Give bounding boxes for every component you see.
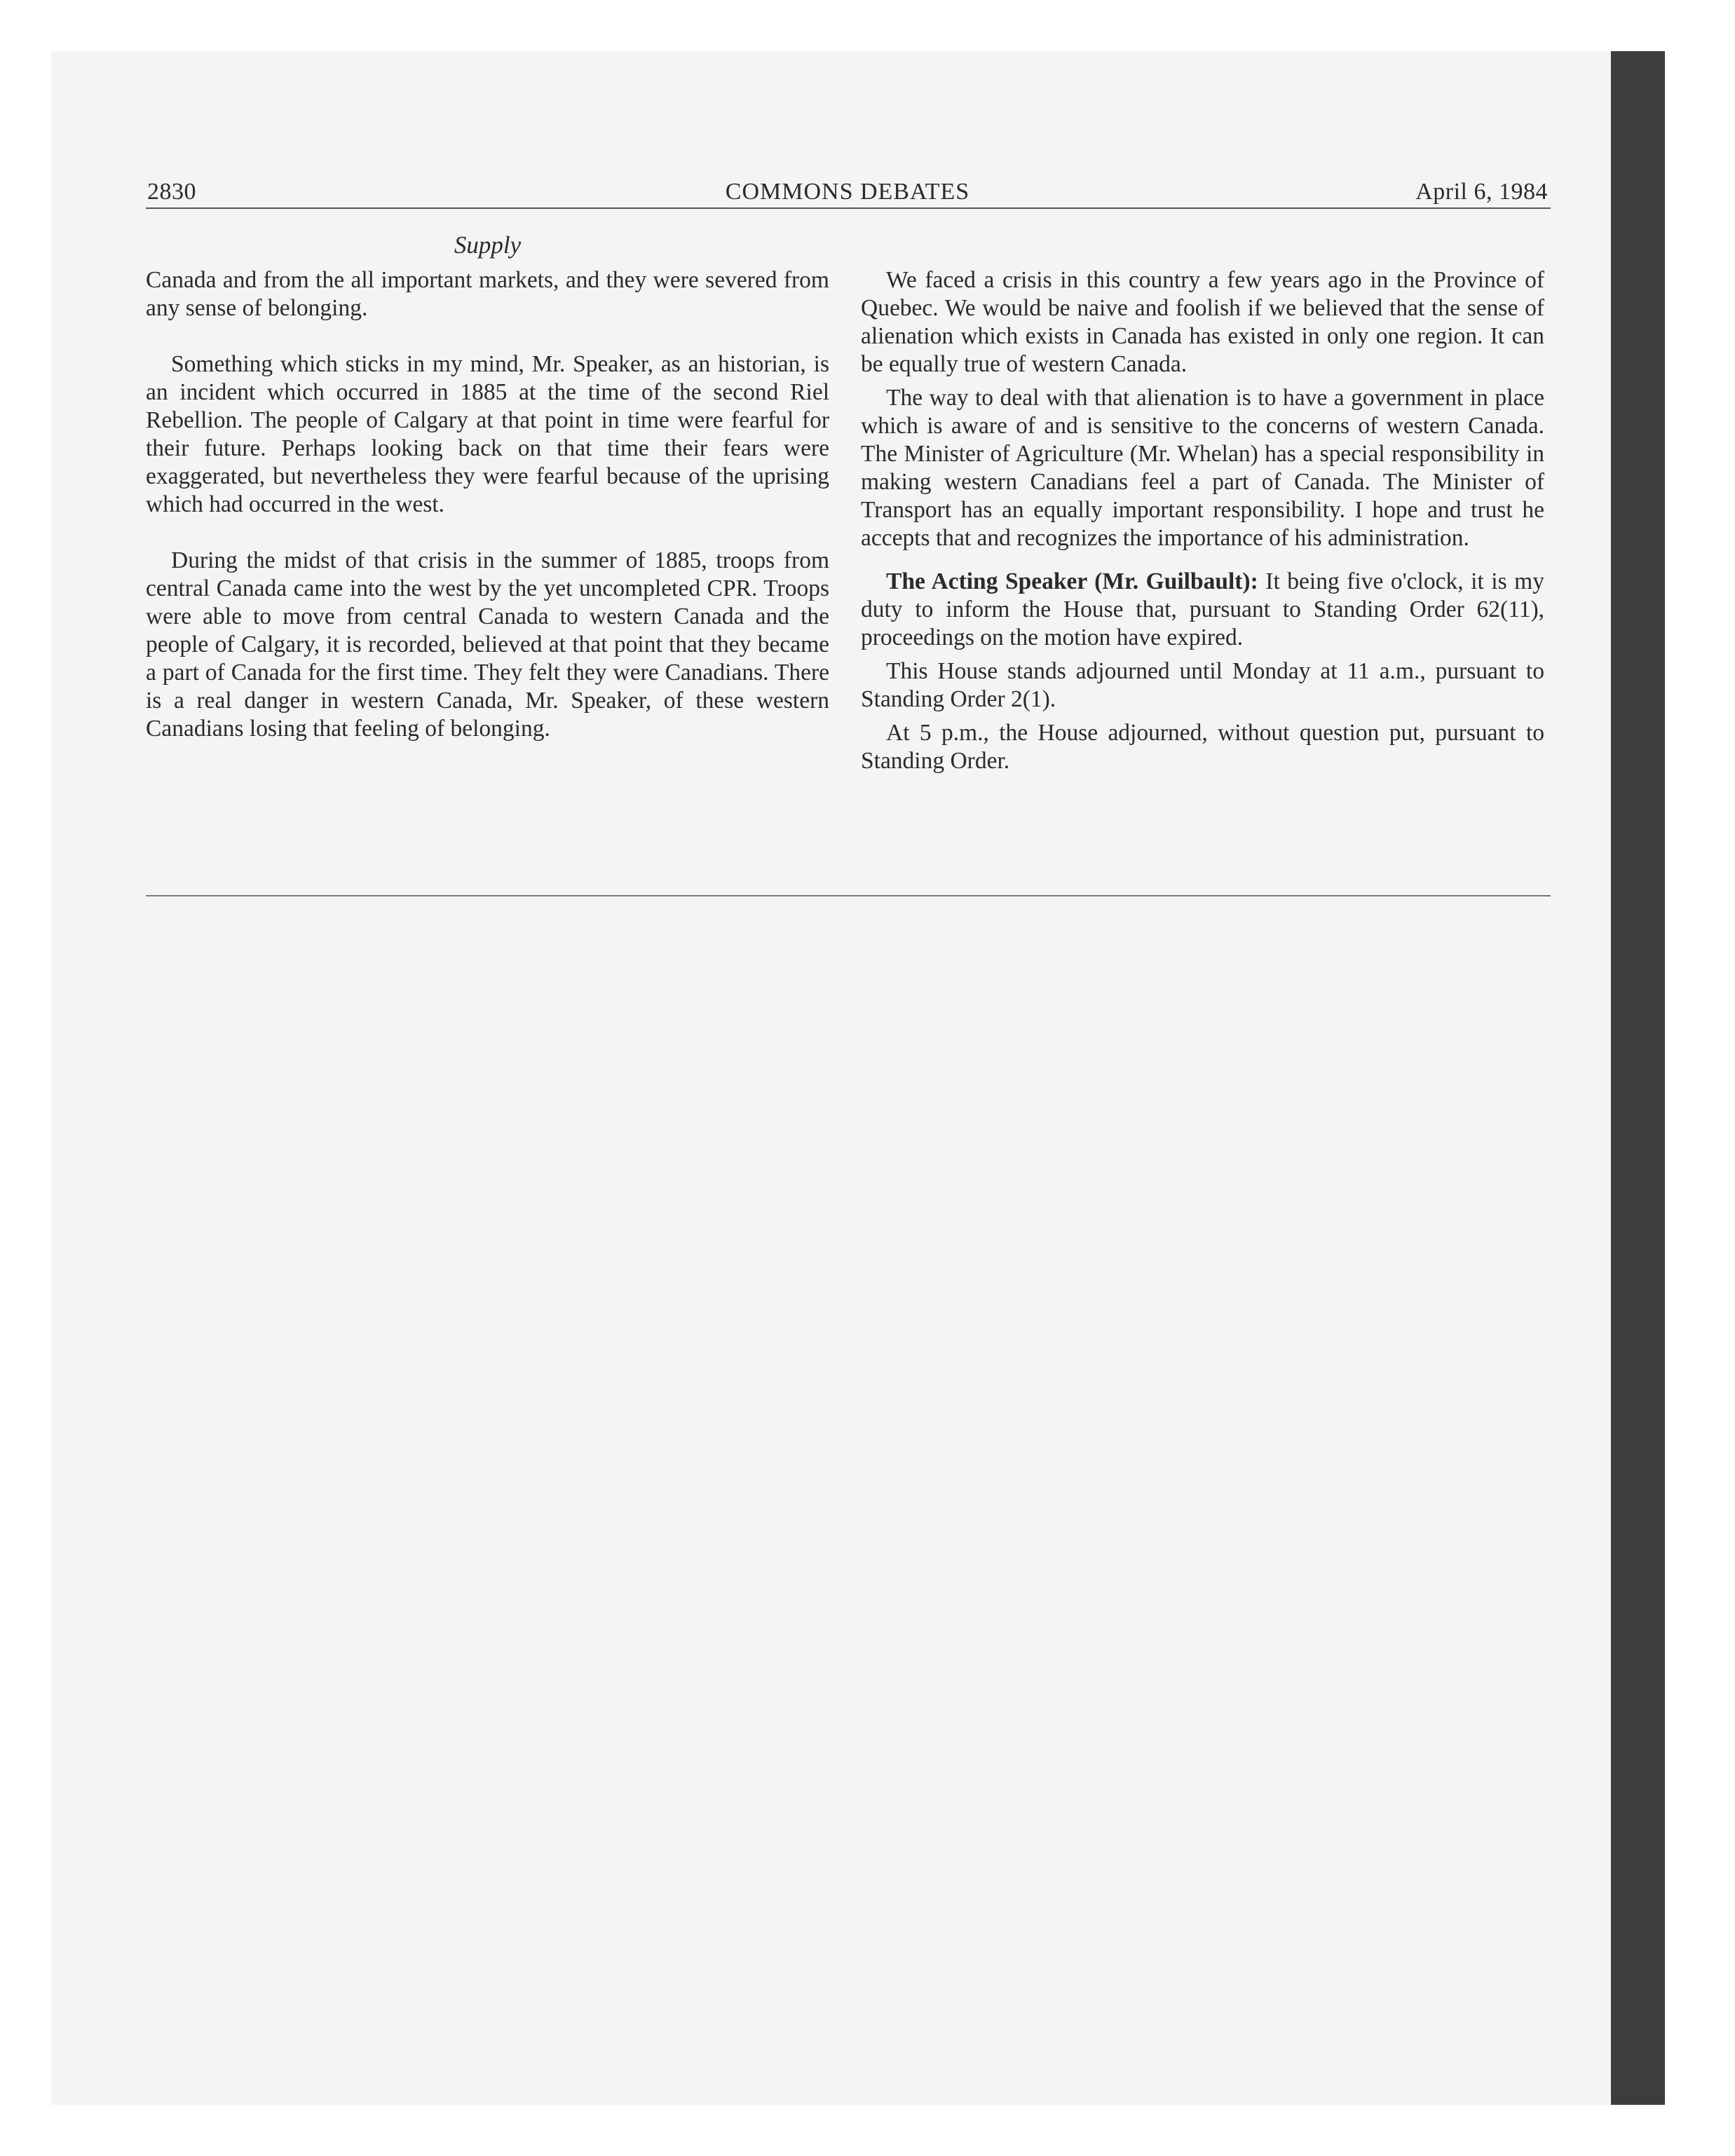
- paragraph: We faced a crisis in this country a few years ago in the Province of Quebec. We would be naive and foolish if we believed that the sense of alienation which exists in Canada has existed in only one region. It can be equally true of western Canada.: [861, 267, 1544, 377]
- publication-title: COMMONS DEBATES: [725, 179, 970, 205]
- publication-date: April 6, 1984: [1415, 179, 1548, 205]
- paragraph: This House stands adjourned until Monday at 11 a.m., pursuant to Standing Order 2(1).: [861, 658, 1544, 712]
- page-header: [147, 177, 1548, 207]
- scan-edge-shadow: [1611, 51, 1665, 2105]
- speaker-paragraph: [861, 568, 1544, 652]
- left-column: [146, 266, 829, 743]
- speaker-label: The Acting Speaker (Mr. Guilbault):: [886, 568, 1258, 594]
- footer-rule: [146, 895, 1551, 896]
- paragraph: Canada and from the all important markets, and they were severed from any sense of belonging.: [146, 267, 829, 321]
- section-title: Supply: [454, 231, 522, 259]
- speaker-text: It being five o'clock, it is my duty to inform the House that, pursuant to Standing Order 62(11), proceedings on the motion have expired.: [861, 568, 1544, 650]
- paragraph: During the midst of that crisis in the summer of 1885, troops from central Canada came into the west by the yet uncompleted CPR. Troops were able to move from central Canada to western Canada and the people of Calgary, it is recorded, believed at that point that they became a part of Canada for the first time. They felt they were Canadians. There is a real danger in western Canada, Mr. Speaker, of these western Canadians losing that feeling of belonging.: [146, 547, 829, 742]
- right-column: [861, 266, 1544, 775]
- paragraph: Something which sticks in my mind, Mr. Speaker, as an historian, is an incident which occurred in 1885 at the time of the second Riel Rebellion. The people of Calgary at that point in time were fearful for their future. Perhaps looking back on that time their fears were exaggerated, but nevertheless they were fearful because of the uprising which had occurred in the west.: [146, 351, 829, 517]
- paragraph: The way to deal with that alienation is to have a government in place which is aware of and is sensitive to the concerns of western Canada. The Minister of Agriculture (Mr. Whelan) has a special responsibility in making western Canadians feel a part of Canada. The Minister of Transport has an equally important responsibility. I hope and trust he accepts that and recognizes the importance of his administration.: [861, 385, 1544, 551]
- page-number: 2830: [147, 179, 196, 205]
- header-rule: [146, 207, 1551, 209]
- paragraph: At 5 p.m., the House adjourned, without question put, pursuant to Standing Order.: [861, 720, 1544, 774]
